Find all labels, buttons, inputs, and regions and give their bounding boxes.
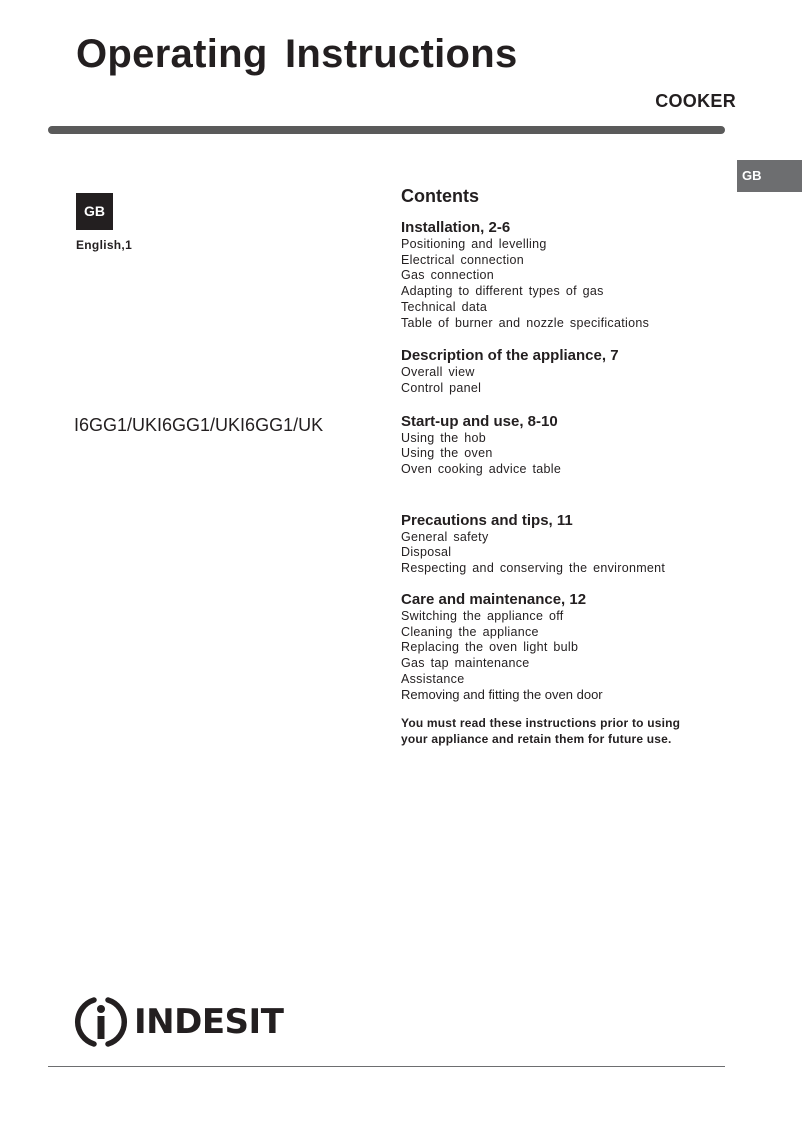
brand-name: INDESIT [134,1002,284,1042]
brand-logo [72,994,283,1050]
toc-section-precautions [401,512,741,577]
toc-item: Oven cooking advice table [401,462,562,477]
toc-item: Disposal [401,545,452,560]
product-type: COOKER [655,91,736,111]
language-label: English,1 [76,238,133,252]
toc-section-title: Start-up and use, 8-10 [401,412,558,430]
toc-item: Electrical connection [401,252,524,267]
toc-item: Control panel [401,380,482,395]
toc-item: Removing and fitting the oven door [401,687,603,703]
toc-section-installation [401,219,741,331]
header-divider [48,126,725,134]
toc-item: Cleaning the appliance [401,624,539,639]
toc-section-title: Description of the appliance, 7 [401,347,619,365]
page-title: Operating Instructions [76,32,518,76]
notice-line: You must read these instructions prior to using [401,716,681,731]
toc-section-startup [401,413,741,478]
table-of-contents [401,185,741,747]
toc-item: Using the hob [401,430,487,445]
language-badge: GB [76,193,113,230]
toc-section-title: Precautions and tips, 11 [401,511,573,529]
footer-divider [48,1066,725,1067]
toc-item: Switching the appliance off [401,608,564,623]
toc-section-care [401,591,741,703]
toc-item: Overall view [401,365,475,380]
contents-heading: Contents [401,186,479,206]
toc-item: Respecting and conserving the environment [401,561,666,576]
toc-item: Gas connection [401,268,495,283]
toc-item: General safety [401,529,489,544]
notice-line: your appliance and retain them for future use. [401,732,672,747]
indesit-logo-icon [72,994,130,1050]
model-number: I6GG1/UKI6GG1/UKI6GG1/UK [74,415,324,435]
toc-section-description [401,347,741,396]
toc-section-title: Care and maintenance, 12 [401,590,587,608]
read-instructions-notice [401,715,741,747]
toc-item: Positioning and levelling [401,237,547,251]
toc-item: Assistance [401,671,465,686]
toc-section-title: Installation, 2-6 [401,219,511,236]
language-side-tab: GB [737,160,802,192]
toc-item: Table of burner and nozzle specifications [401,315,650,330]
toc-item: Using the oven [401,446,493,461]
toc-item: Replacing the oven light bulb [401,640,579,655]
toc-item: Gas tap maintenance [401,655,530,670]
toc-item: Technical data [401,299,488,314]
toc-item: Adapting to different types of gas [401,284,604,299]
